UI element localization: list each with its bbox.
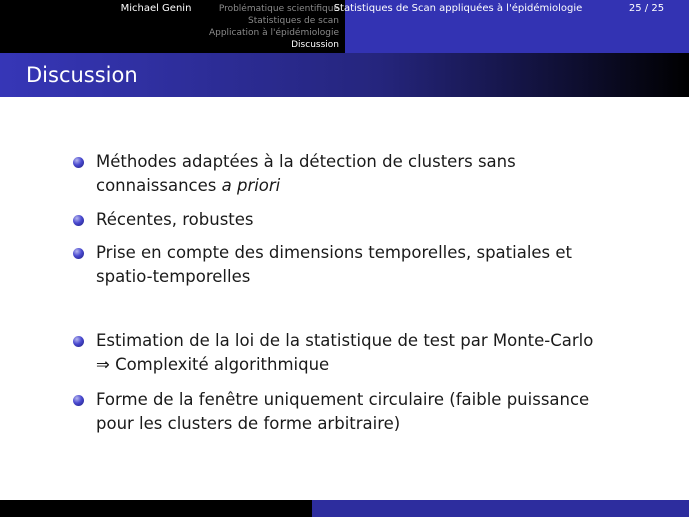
bullet-icon [73, 157, 84, 168]
bullet-text: Récentes, robustes [96, 210, 254, 229]
list-item [96, 208, 656, 232]
list-item [96, 241, 656, 289]
frame-title: Discussion [26, 63, 138, 87]
bullet-icon [73, 395, 84, 406]
footer-talk-title: Statistiques de Scan appliquées à l'épidémiologie [333, 3, 583, 14]
list-item [96, 329, 656, 377]
bullet-text: Forme de la fenêtre uniquement circulaire (faible puissance [96, 390, 590, 409]
bullet-text-continued: spatio-temporelles [96, 267, 251, 286]
nav-item-application[interactable]: Application à l'épidémiologie [208, 28, 339, 38]
bullet-text: Méthodes adaptées à la détection de clusters sans [96, 152, 516, 171]
nav-item-statistiques[interactable]: Statistiques de scan [248, 16, 339, 26]
bullet-text: Estimation de la loi de la statistique de test par Monte-Carlo [96, 331, 594, 350]
list-item [96, 388, 656, 436]
bullet-icon [73, 215, 84, 226]
bullet-text-continued [96, 174, 656, 198]
footer-page-number: 25 / 25 [628, 3, 665, 14]
bullet-text: Prise en compte des dimensions temporelles, spatiales et [96, 243, 573, 262]
bullet-text-continued: pour les clusters de forme arbitraire) [96, 414, 401, 433]
list-item [96, 150, 656, 198]
nav-item-problematique[interactable]: Problématique scientifique [218, 4, 339, 14]
bullet-text-italic: a priori [221, 176, 281, 195]
footer-author: Michael Genin [120, 3, 192, 14]
bullet-text-continued: ⇒ Complexité algorithmique [96, 355, 330, 374]
bullet-icon [73, 336, 84, 347]
nav-item-discussion[interactable]: Discussion [291, 40, 339, 50]
bullet-text-prefix: connaissances [96, 176, 222, 195]
footer-left [0, 500, 312, 517]
bullet-icon [73, 248, 84, 259]
footer-right [312, 500, 689, 517]
